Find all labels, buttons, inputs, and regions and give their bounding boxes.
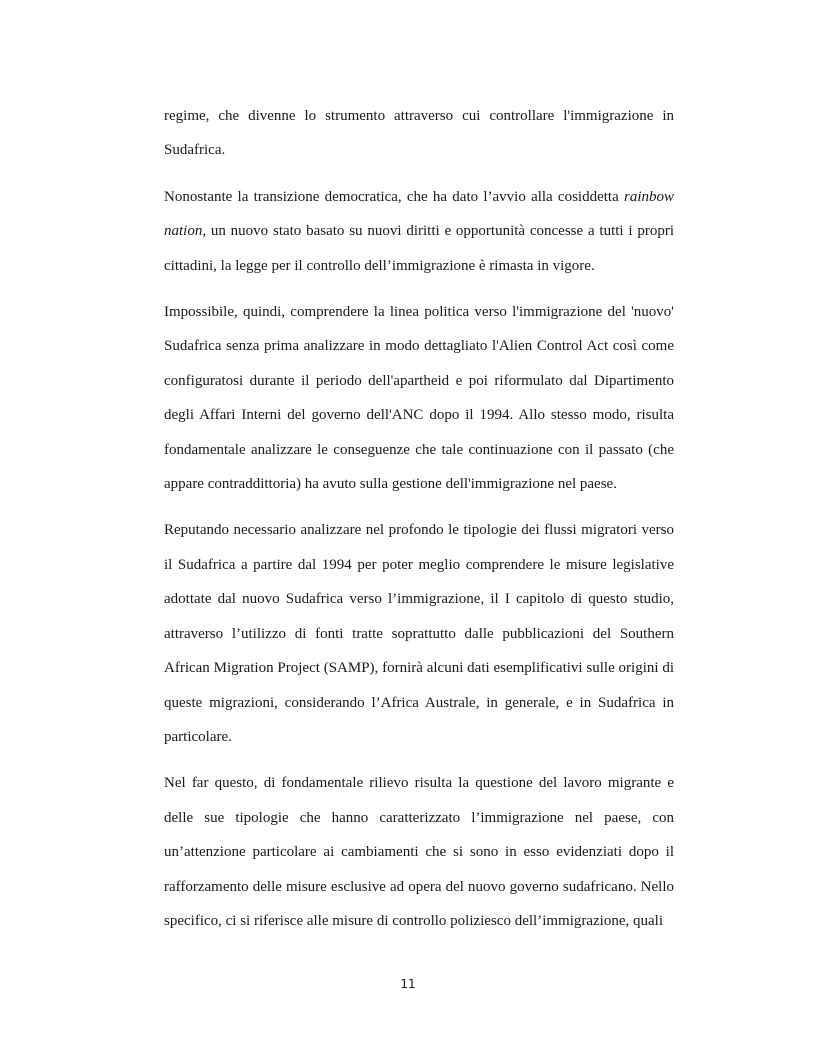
paragraph-nel-far-questo (164, 766, 674, 938)
text-segment: Impossibile, quindi, comprendere la linea politica verso l'immigrazione del 'nuovo' Sudafrica senza prima analizzare in modo dettagliato l'Alien Control Act così come configuratosi durante il periodo dell'apartheid e poi riformulato dal Dipartimento degli Affari Interni del governo dell'ANC dopo il 1994. Allo stesso modo, risulta fondamentale analizzare le conseguenze che tale continuazione con il passato (che appare contraddittoria) ha avuto sulla gestione dell'immigrazione nel paese. (164, 304, 674, 493)
paragraph-regime (164, 99, 674, 168)
paragraph-transizione (164, 180, 674, 283)
italic-term-rainbow-nation: rainbow nation (164, 188, 674, 240)
text-segment: , un nuovo stato basato su nuovi diritti e opportunità concesse a tutti i propri cittadini, la legge per il controllo dell’immigrazione è rimasta in vigore. (164, 223, 674, 274)
paragraph-impossibile (164, 295, 674, 501)
text-segment: Nel far questo, di fondamentale rilievo risulta la questione del lavoro migrante e delle sue tipologie che hanno caratterizzato l’immigrazione nel paese, con un’attenzione particolare ai cambiamenti che si sono in esso evidenziati dopo il rafforzamento delle misure esclusive ad opera del nuovo governo sudafricano. Nello specifico, ci si riferisce alle misure di controllo poliziesco dell’immigrazione, quali (164, 775, 674, 929)
page-number: 11 (400, 977, 416, 991)
body-text (164, 99, 674, 950)
text-segment: regime, che divenne lo strumento attraverso cui controllare l'immigrazione in Sudafrica. (164, 108, 674, 159)
text-segment: Reputando necessario analizzare nel profondo le tipologie dei flussi migratori verso il Sudafrica a partire dal 1994 per poter meglio comprendere le misure legislative adottate dal nuovo Sudafrica verso l’immigrazione, il I capitolo di questo studio, attraverso l’utilizzo di fonti tratte soprattutto dalle pubblicazioni del Southern African Migration Project (SAMP), fornirà alcuni dati esemplificativi sulle origini di queste migrazioni, considerando l’Africa Australe, in generale, e in Sudafrica in particolare. (164, 522, 674, 745)
paragraph-reputando (164, 513, 674, 754)
text-segment: Nonostante la transizione democratica, che ha dato l’avvio alla cosiddetta (164, 188, 624, 205)
